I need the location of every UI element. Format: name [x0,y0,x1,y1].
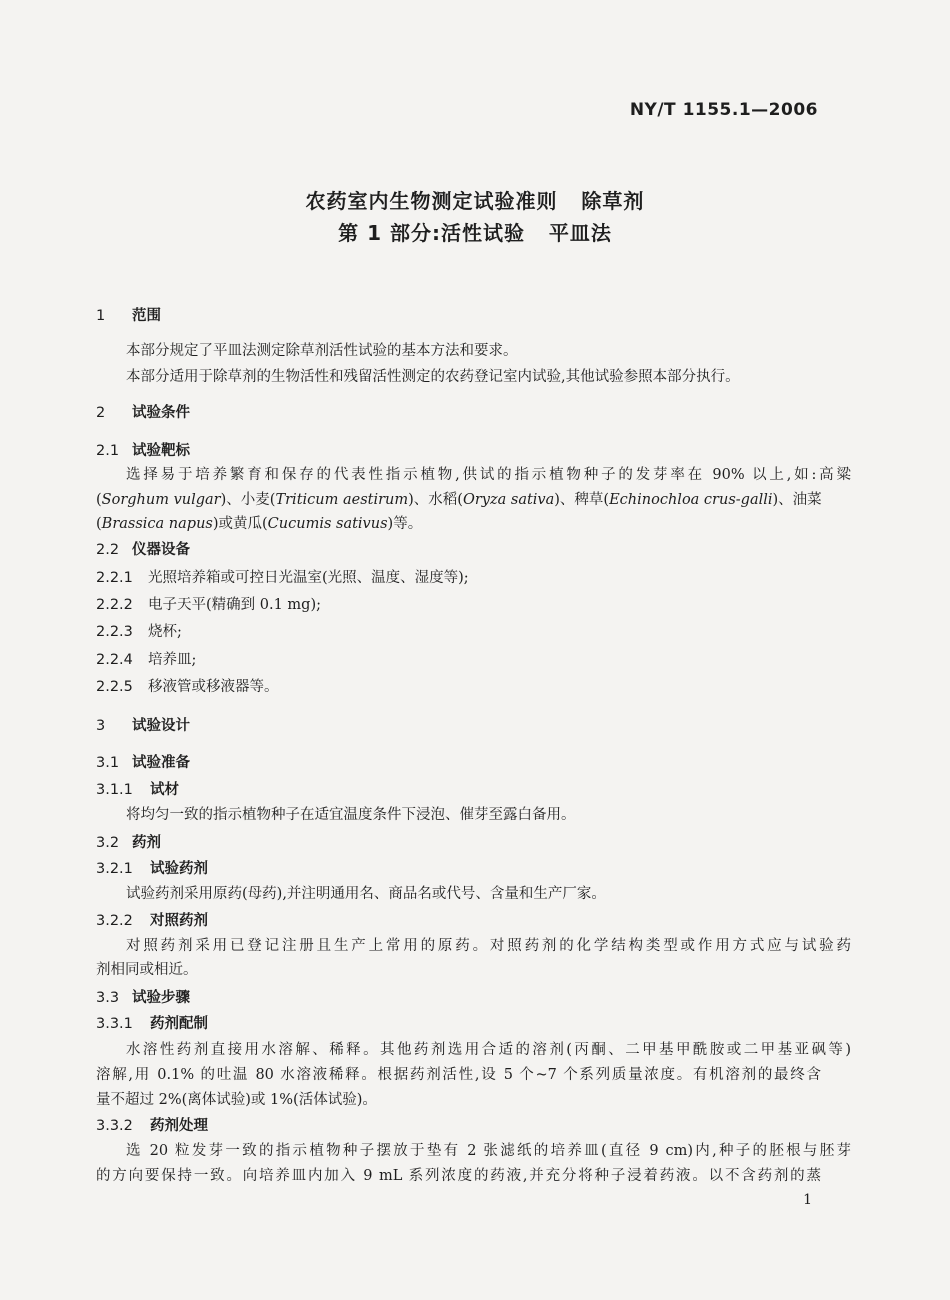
section-heading-3-1: 3.1 试验准备 [96,755,190,771]
list-item: 2.2.3 烧杯; [96,624,182,640]
section-heading-1 [96,306,821,326]
paragraph-line: 剂相同或相近。 [96,962,198,978]
paragraph-line: (Sorghum vulgar)、小麦(Triticum aestirum)、水稻(Oryza sativa)、稗草(Echinochloa crus-galli)、油菜 [96,492,822,508]
section-label: 范围 [132,308,161,324]
paragraph: 将均匀一致的指示植物种子在适宜温度条件下浸泡、催芽至露白备用。 [126,807,576,823]
section-label: 试验条件 [132,405,190,421]
section-label: 试验设计 [132,718,190,734]
section-number: 1 [96,308,106,324]
section-heading-2-2 [96,540,821,560]
section-heading-3-3-2: 3.3.2 药剂处理 [96,1118,208,1134]
list-item: 2.2.1 光照培养箱或可控日光温室(光照、温度、湿度等); [96,570,469,586]
list-item: 2.2.5 移液管或移液器等。 [96,679,279,695]
list-item: 2.2.4 培养皿; [96,652,197,668]
list-item: 2.2.2 电子天平(精确到 0.1 mg); [96,597,322,613]
section-heading-3-3: 3.3 试验步骤 [96,990,190,1006]
document-title: 农药室内生物测定试验准则 除草剂 [305,189,645,213]
standard-number: NY/T 1155.1—2006 [629,100,818,120]
species-name: Sorghum vulgar [101,492,221,508]
page-number: 1 [803,1192,812,1208]
section-number: 2.1 [96,443,120,459]
section-number: 2 [96,405,106,421]
section-heading-2 [96,403,821,423]
section-heading-2-1 [96,441,821,461]
section-heading-3 [96,716,821,736]
paragraph-line: 量不超过 2%(离体试验)或 1%(活体试验)。 [96,1092,377,1108]
paragraph-line: 水溶性药剂直接用水溶解、稀释。其他药剂选用合适的溶剂(丙酮、二甲基甲酰胺或二甲基亚砜等) [126,1042,851,1058]
section-number: 3 [96,718,106,734]
document-subtitle: 第 1 部分:活性试验 平皿法 [338,221,612,245]
species-name: Cucumis sativus [267,516,388,532]
paragraph: 本部分适用于除草剂的生物活性和残留活性测定的农药登记室内试验,其他试验参照本部分执行。 [126,369,740,385]
section-heading-3-1-1: 3.1.1 试材 [96,782,179,798]
species-name: Brassica napus [101,516,213,532]
species-name: Triticum aestirum [275,492,409,508]
section-label: 试验靶标 [132,443,190,459]
section-label: 仪器设备 [132,542,190,558]
paragraph-line: 对照药剂采用已登记注册且生产上常用的原药。对照药剂的化学结构类型或作用方式应与试验药 [126,938,851,954]
section-heading-3-3-1: 3.3.1 药剂配制 [96,1016,208,1032]
paragraph-line: 的方向要保持一致。向培养皿内加入 9 mL 系列浓度的药液,并充分将种子浸着药液。以不含药剂的蒸 [96,1168,821,1184]
section-heading-3-2-2: 3.2.2 对照药剂 [96,913,208,929]
section-heading-3-2: 3.2 药剂 [96,835,161,851]
section-number: 2.2 [96,542,120,558]
paragraph: 试验药剂采用原药(母药),并注明通用名、商品名或代号、含量和生产厂家。 [126,886,606,902]
species-name: Echinochloa crus-galli [609,492,773,508]
species-name: Oryza sativa [462,492,555,508]
paragraph-line: 选 20 粒发芽一致的指示植物种子摆放于垫有 2 张滤纸的培养皿(直径 9 cm)内,种子的胚根与胚芽 [126,1143,851,1159]
section-heading-3-2-1: 3.2.1 试验药剂 [96,861,208,877]
paragraph-line: 溶解,用 0.1% 的吐温 80 水溶液稀释。根据药剂活性,设 5 个~7 个系列质量浓度。有机溶剂的最终含 [96,1067,821,1083]
paragraph-line: 选择易于培养繁育和保存的代表性指示植物,供试的指示植物种子的发芽率在 90% 以上,如:高粱 [126,467,851,483]
paragraph-line: (Brassica napus)或黄瓜(Cucumis sativus)等。 [96,516,423,532]
paragraph: 本部分规定了平皿法测定除草剂活性试验的基本方法和要求。 [126,343,518,359]
